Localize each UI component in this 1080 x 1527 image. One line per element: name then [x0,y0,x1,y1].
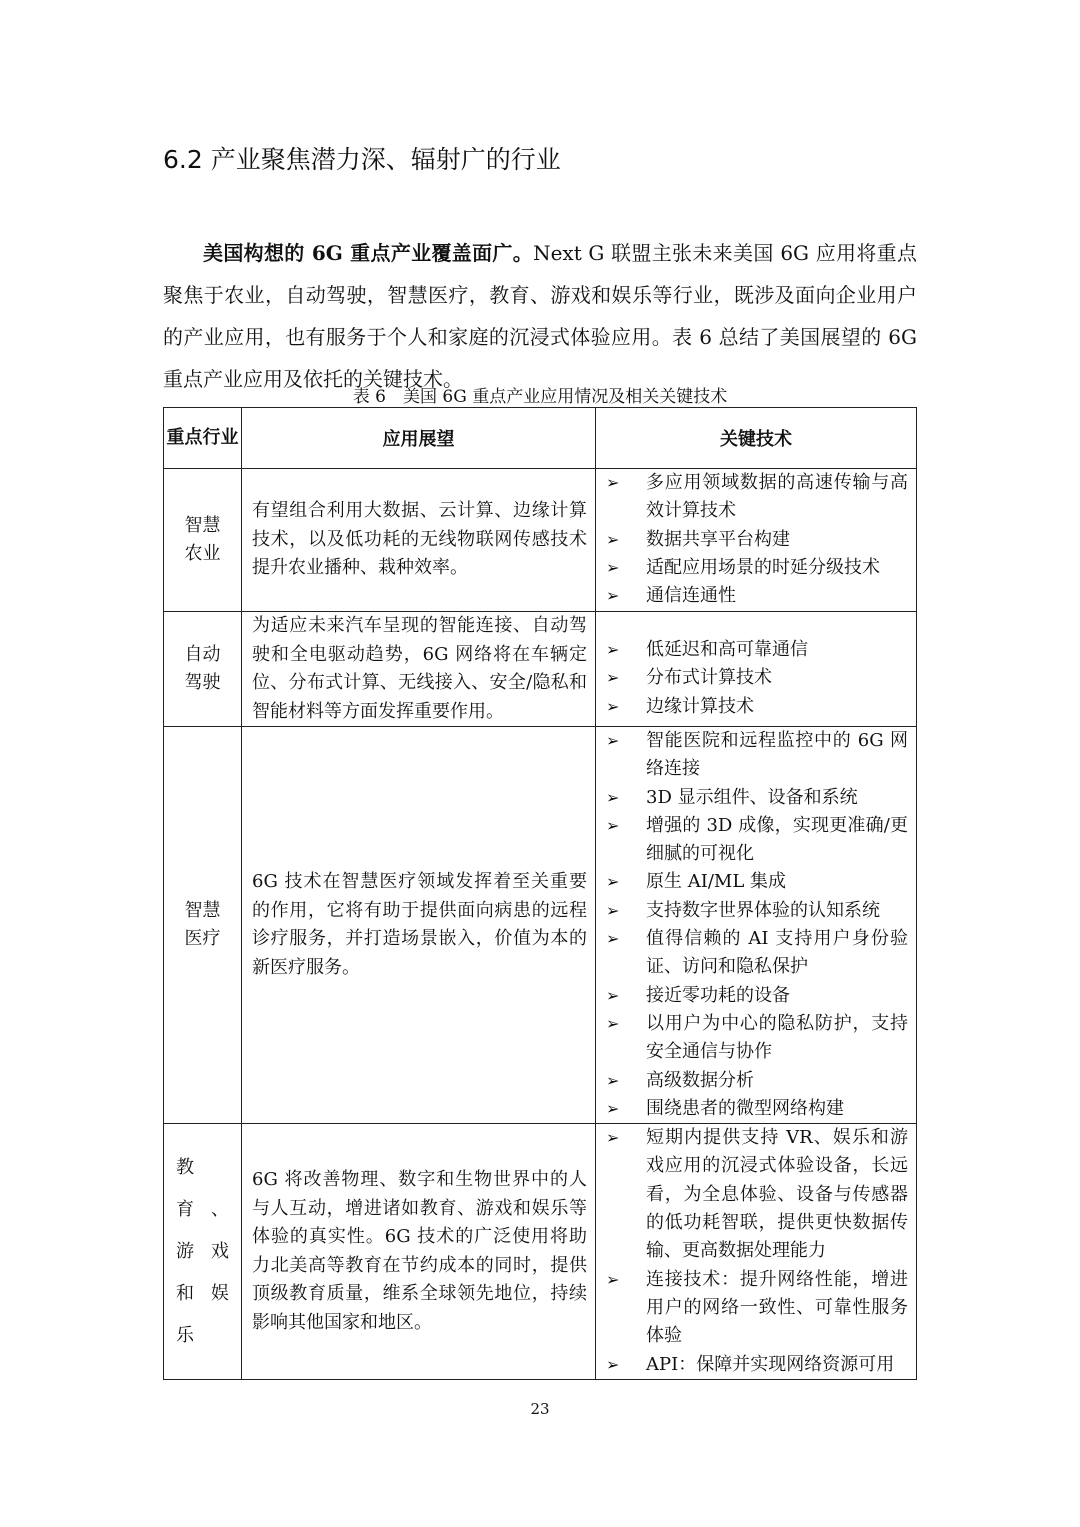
intro-lead: 美国构想的 6G 重点产业覆盖面广。 [203,241,534,265]
tech-cell [596,612,917,727]
table-caption: 表 6 美国 6G 重点产业应用情况及相关关键技术 [352,387,728,407]
tech-item [604,1095,908,1123]
application-cell: 为适应未来汽车呈现的智能连接、自动驾驶和全电驱动趋势，6G 网络将在车辆定位、分布式计算、无线接入、安全/隐私和智能材料等方面发挥重要作用。 [242,612,596,727]
tech-item-text: 分布式计算技术 [646,667,772,689]
tech-item-text: 支持数字世界体验的认知系统 [646,899,880,921]
tech-item [604,784,908,812]
table-row [164,727,917,1124]
arrow-bullet-icon: ➢ [606,985,620,1005]
page-number: 23 [530,1400,550,1418]
tech-item [604,897,908,925]
tech-item [604,582,908,610]
arrow-bullet-icon: ➢ [606,668,620,688]
header-tech: 关键技术 [596,408,917,469]
tech-item-text: 3D 显示组件、设备和系统 [646,786,858,808]
tech-item-text: 低延迟和高可靠通信 [646,639,808,660]
tech-item [604,1351,908,1379]
tech-item-text: 连接技术：提升网络性能，增进用户的网络一致性、可靠性服务体验 [646,1268,908,1347]
arrow-bullet-icon: ➢ [606,872,620,892]
tech-item-text: 边缘计算技术 [646,695,754,717]
tech-item-text: 短期内提供支持 VR、娱乐和游戏应用的沉浸式体验设备，长远看，为全息体验、设备与传感器的低功耗智联，提供更快数据传输、更高数据处理能力 [646,1127,908,1262]
tech-item-text: 值得信赖的 AI 支持用户身份验证、访问和隐私保护 [646,928,908,978]
industry-label: 智慧医疗 [184,900,221,950]
application-cell: 有望组合利用大数据、云计算、边缘计算技术，以及低功耗的无线物联网传感技术提升农业播种、栽种效率。 [242,469,596,612]
tech-list [604,469,908,610]
section-heading: 6.2 产业聚焦潜力深、辐射广的行业 [163,145,561,174]
tech-item-text: 围绕患者的微型网络构建 [646,1097,844,1119]
arrow-bullet-icon: ➢ [606,731,620,750]
arrow-bullet-icon: ➢ [606,1128,620,1148]
industry-table [163,407,917,1380]
tech-item-text: 数据共享平台构建 [646,528,790,550]
arrow-bullet-icon: ➢ [606,900,620,920]
industry-label: 智慧农业 [184,515,221,564]
arrow-bullet-icon: ➢ [606,1269,620,1289]
industry-cell [164,469,242,612]
application-cell: 6G 技术在智慧医疗领域发挥着至关重要的作用，它将有助于提供面向病患的远程诊疗服务，并打造场景嵌入，价值为本的新医疗服务。 [242,727,596,1124]
tech-item [604,982,908,1010]
tech-item [604,925,908,982]
tech-item-text: API：保障并实现网络资源可用 [646,1353,895,1375]
tech-item [604,664,908,692]
intro-body: Next G 联盟主张未来美国 6G 应用将重点聚焦于农业，自动驾驶，智慧医疗，教育、游戏和娱乐等行业，既涉及面向企业用户的产业应用，也有服务于个人和家庭的沉浸式体验应用。表 6 总结了美国展望的 6G 重点产业应用及依托的关键技术。 [163,241,917,391]
tech-cell [596,1124,917,1380]
header-application: 应用展望 [242,408,596,469]
tech-item [604,1067,908,1095]
arrow-bullet-icon: ➢ [606,640,620,659]
tech-item-text: 接近零功耗的设备 [646,984,790,1006]
tech-item [604,812,908,869]
tech-list [604,1124,908,1379]
tech-item-text: 高级数据分析 [646,1069,754,1091]
tech-item [604,1266,908,1351]
table-row [164,612,917,727]
header-industry: 重点行业 [164,408,242,469]
tech-item [604,727,908,784]
tech-item [604,1124,908,1265]
arrow-bullet-icon: ➢ [606,586,620,606]
industry-cell [164,1124,242,1380]
arrow-bullet-icon: ➢ [606,473,620,492]
application-cell: 6G 将改善物理、数字和生物世界中的人与人互动，增进诸如教育、游戏和娱乐等体验的真实性。6G 技术的广泛使用将助力北美高等教育在节约成本的同时，提供顶级教育质量，维系全球领先地位，持续影响其他国家和地区。 [242,1124,596,1380]
tech-cell [596,469,917,612]
tech-list [604,636,908,721]
industry-label: 教育、游戏和娱乐 [176,1156,229,1346]
arrow-bullet-icon: ➢ [606,787,620,807]
arrow-bullet-icon: ➢ [606,1354,620,1374]
tech-item-text: 以用户为中心的隐私防护，支持安全通信与协作 [646,1012,908,1063]
arrow-bullet-icon: ➢ [606,1098,620,1118]
tech-item [604,526,908,554]
tech-item-text: 多应用领域数据的高速传输与高效计算技术 [646,472,908,522]
table-row [164,1124,917,1380]
tech-item [604,636,908,664]
tech-item [604,693,908,721]
arrow-bullet-icon: ➢ [606,696,620,716]
table-header-row [164,408,917,469]
arrow-bullet-icon: ➢ [606,929,620,949]
tech-cell [596,727,917,1124]
tech-item-text: 适配应用场景的时延分级技术 [646,556,880,578]
industry-cell [164,727,242,1124]
tech-list [604,727,908,1123]
tech-item [604,554,908,582]
arrow-bullet-icon: ➢ [606,529,620,549]
industry-cell [164,612,242,727]
arrow-bullet-icon: ➢ [606,557,620,577]
tech-item [604,868,908,896]
tech-item-text: 通信连通性 [646,585,736,607]
arrow-bullet-icon: ➢ [606,815,620,835]
intro-paragraph [163,232,917,400]
arrow-bullet-icon: ➢ [606,1070,620,1090]
tech-item-text: 智能医院和远程监控中的 6G 网络连接 [646,730,908,780]
tech-item-text: 增强的 3D 成像，实现更准确/更细腻的可视化 [646,814,908,865]
tech-item [604,469,908,526]
arrow-bullet-icon: ➢ [606,1013,620,1033]
tech-item [604,1010,908,1067]
tech-item-text: 原生 AI/ML 集成 [646,871,787,893]
table-row [164,469,917,612]
industry-label: 自动驾驶 [184,644,221,693]
